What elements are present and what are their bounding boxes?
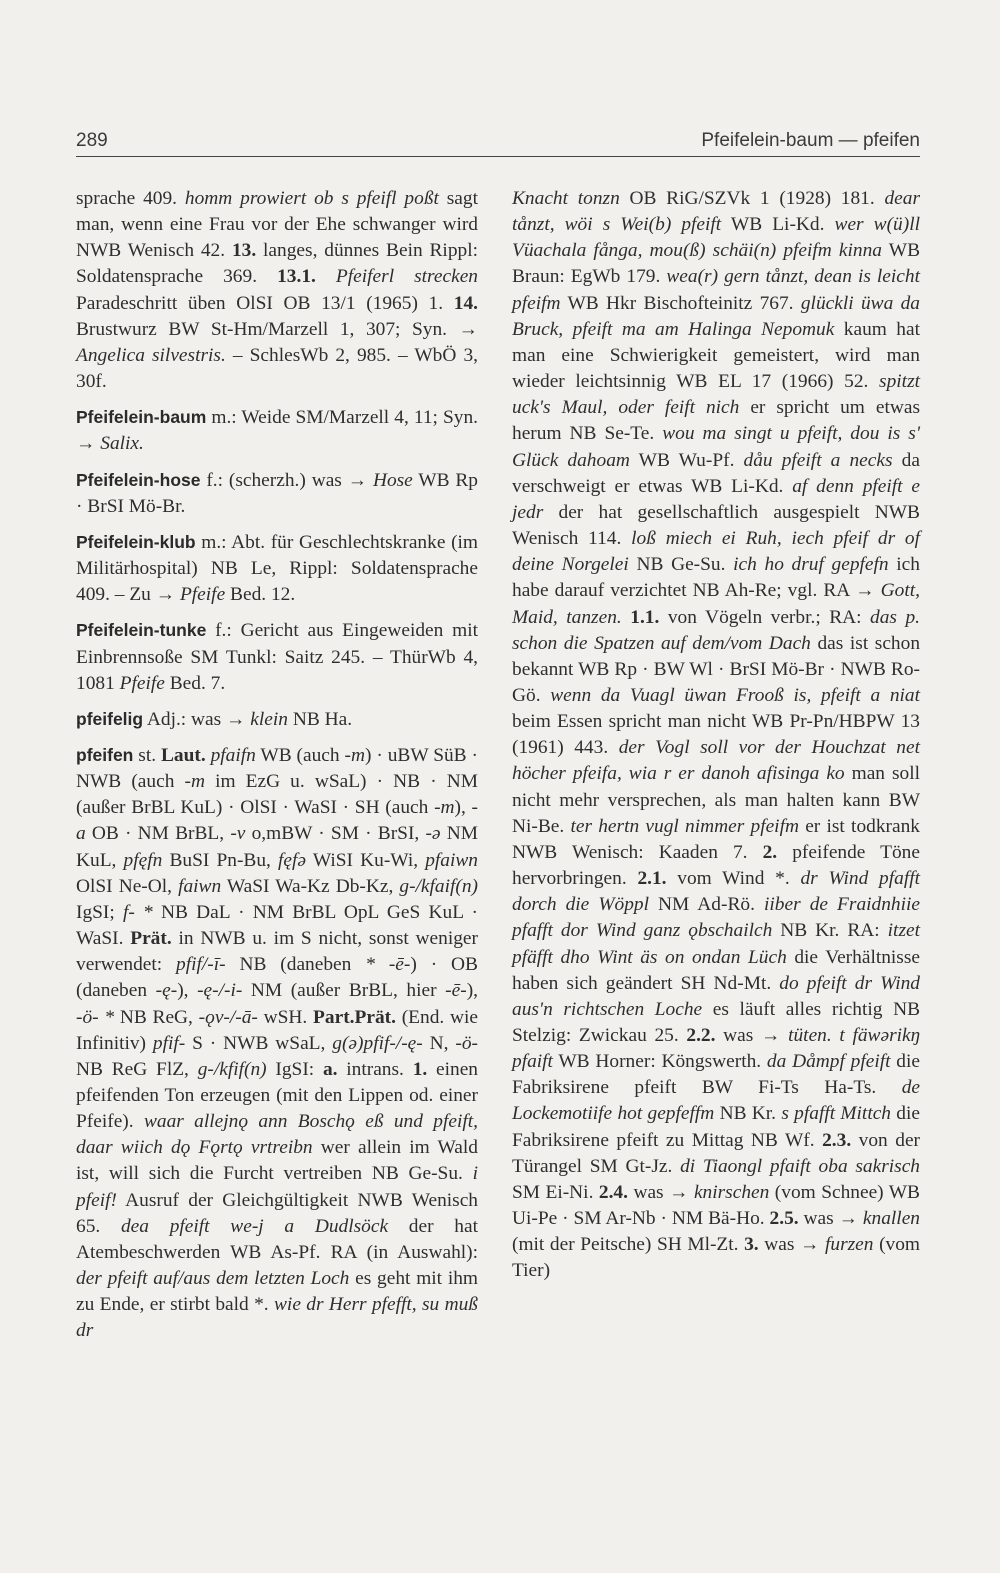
example-text: -a bbox=[76, 797, 479, 845]
entry-text: Brustwurz BW St-Hm/Marzell 1, 307; Syn. → bbox=[76, 318, 478, 340]
sense-number: 2.5. bbox=[769, 1208, 799, 1230]
example-text: pfif/-ī- bbox=[176, 954, 226, 976]
entry-text: N, bbox=[422, 1032, 456, 1054]
entry-text: was → bbox=[715, 1025, 789, 1046]
entry-text: der hat Atembeschwerden WB As-Pf. RA (in Auswahl): bbox=[76, 1215, 478, 1263]
entry-text: WB Rp · BrSI Mö-Br. bbox=[76, 469, 479, 517]
headword: Pfeifelein-baum bbox=[76, 407, 207, 428]
page-number: 289 bbox=[76, 130, 108, 151]
example-text: wea(r) gern tånzt, dean is leicht pfeifm bbox=[512, 266, 920, 314]
example-text: -ö- bbox=[455, 1032, 478, 1054]
headword: pfeifelig bbox=[76, 708, 144, 729]
sense-number: 3. bbox=[744, 1234, 759, 1256]
entry-text: NB (daneben bbox=[225, 954, 366, 976]
entry-text: er ist todkrank NWB Wenisch: Kaaden 7. bbox=[512, 815, 920, 863]
entry-text: Ausruf der Gleichgültigkeit NWB Wenisch 65. bbox=[76, 1189, 478, 1237]
entry-text: f.: (scherzh.) was → bbox=[200, 469, 373, 491]
example-text: fęfə bbox=[278, 849, 307, 871]
sense-number: 13. bbox=[231, 240, 257, 262]
entry-text: ) · OB (daneben bbox=[76, 954, 478, 1002]
example-text: loß miech ei Ruh, iech pfeif dr of deine Norgelei bbox=[512, 528, 921, 576]
example-text: wie dr Herr pfefft, su muß dr bbox=[76, 1294, 478, 1342]
entry-text: Adj.: was → bbox=[143, 708, 251, 730]
entry-text: pfeifende Töne hervorbringen. bbox=[512, 841, 920, 890]
entry-text: ) · uBW SüB · NWB (auch bbox=[76, 744, 478, 793]
example-text: pfęfn bbox=[123, 849, 163, 871]
sense-number: 1.1. bbox=[630, 606, 660, 628]
dictionary-entry bbox=[76, 529, 478, 608]
example-text: de Lockemotiife hot gepfeffm bbox=[512, 1077, 920, 1125]
sense-number: a. bbox=[322, 1058, 338, 1080]
example-text: spitzt uck's Maul, oder feift nich bbox=[512, 371, 920, 419]
entry-text: von Vögeln verbr.; RA: bbox=[659, 606, 871, 628]
example-text: pfaiwn bbox=[425, 849, 478, 871]
example-text: -m bbox=[184, 771, 205, 793]
example-text: Salix. bbox=[100, 433, 144, 455]
example-text: Gott, Maid, tanzen. bbox=[512, 580, 920, 628]
entry-text: OlSI Ne-Ol, bbox=[76, 875, 179, 897]
example-text: Angelica silvestris. bbox=[76, 344, 226, 366]
entry-text: SM Ei-Ni. bbox=[512, 1181, 599, 1203]
example-text: glückli üwa da Bruck, pfeift ma am Halinga Nepomuk bbox=[512, 292, 920, 340]
example-text: wenn da Vuagl üwan Frooß is, pfeift a niat bbox=[550, 684, 920, 706]
entry-text: einen pfeifenden Ton erzeugen (mit den Lippen od. einer Pfeife). bbox=[76, 1058, 479, 1133]
entry-text: IgSI; bbox=[76, 901, 123, 923]
entry-text: NM Ad-Rö. bbox=[648, 894, 764, 916]
example-text: -ö- * bbox=[76, 1006, 115, 1028]
entry-text: ), bbox=[454, 797, 472, 819]
example-text: dr Wind pfafft dorch die Wöppl bbox=[512, 868, 920, 916]
entry-text: kaum hat man eine Schwierigkeit gemeistert, wird man wieder leichtsinnig WB EL 17 (1966) 52. bbox=[512, 318, 920, 393]
example-text: homm prowiert ob s pfeifl poßt bbox=[184, 188, 439, 209]
entry-continuation bbox=[512, 186, 920, 1285]
entry-continuation bbox=[76, 186, 478, 395]
entry-text: f.: Gericht aus Eingeweiden mit Einbrennsoße SM Tunkl: Saitz 245. – ThürWb 4, 1081 bbox=[76, 620, 478, 694]
running-title: Pfeifelein-baum — pfeifen bbox=[701, 130, 920, 151]
sense-number: 2. bbox=[762, 841, 778, 863]
entry-text: WB (auch bbox=[255, 744, 345, 766]
dictionary-entry bbox=[76, 467, 478, 520]
example-text: ter hertn vugl nimmer pfeifm bbox=[570, 815, 799, 837]
example-text: -ę-/-i- bbox=[197, 980, 243, 1002]
example-text: ich ho druf gepfefn bbox=[733, 554, 889, 576]
example-text: f- * bbox=[123, 901, 153, 923]
example-text: dåu pfeift a necks bbox=[743, 449, 893, 471]
sense-number: Part.Prät. bbox=[313, 1006, 396, 1028]
entry-text: (vom Tier) bbox=[512, 1234, 920, 1282]
headword: Pfeifelein-klub bbox=[76, 531, 196, 552]
example-text: Pfeiferl strecken bbox=[335, 266, 478, 288]
sense-number: 2.4. bbox=[598, 1181, 628, 1203]
entry-text: NB Kr. bbox=[714, 1103, 782, 1125]
example-text: Pfeife bbox=[119, 672, 165, 694]
entry-text: WaSI Wa-Kz Db-Kz, bbox=[221, 875, 400, 897]
entry-text: st. bbox=[133, 744, 161, 766]
example-text: g-/kfif(n) bbox=[197, 1058, 267, 1080]
example-text: klein bbox=[250, 708, 288, 730]
entry-text: OB RiG/SZVk 1 (1928) 181. bbox=[619, 188, 885, 209]
headword: Pfeifelein-tunke bbox=[76, 620, 207, 641]
entry-text: von der Türangel SM Gt-Jz. bbox=[512, 1129, 921, 1177]
example-text: da Dåmpf pfeift bbox=[766, 1051, 891, 1073]
headword: Pfeifelein-hose bbox=[76, 469, 201, 490]
example-text: af denn pfeift e jedr bbox=[512, 475, 920, 523]
entry-text: was → bbox=[798, 1208, 863, 1230]
example-text: s pfafft Mittch bbox=[781, 1103, 892, 1125]
entry-text: WB Braun: EgWb 179. bbox=[512, 240, 920, 288]
entry-text: da verschweigt er etwas WB Li-Kd. bbox=[512, 449, 920, 497]
entry-text: WB Li-Kd. bbox=[721, 214, 835, 236]
entry-text: der hat gesellschaftlich ausgespielt NWB Wenisch 114. bbox=[512, 501, 920, 550]
sense-number: Prät. bbox=[130, 928, 172, 950]
entry-text: IgSI: bbox=[266, 1058, 323, 1080]
dictionary-entry bbox=[76, 706, 478, 733]
entry-text: die Fabriksirene pfeift zu Mittag NB Wf. bbox=[512, 1103, 920, 1151]
example-text: der Vogl soll vor der Houchzat net höcher pfeifa, wia r er danoh afisinga ko bbox=[512, 737, 920, 785]
entry-text: ich habe darauf verzichtet NB Ah-Re; vgl. RA → bbox=[512, 554, 920, 602]
example-text: Hose bbox=[372, 469, 413, 491]
entry-text: WB Horner: Köngswerth. bbox=[552, 1051, 767, 1073]
entry-text: (End. wie Infinitiv) bbox=[76, 1006, 479, 1054]
example-text: der pfeift auf/aus dem letzten Loch bbox=[76, 1268, 350, 1290]
entry-text: das ist schon bekannt WB Rp · BW Wl · BrSI Mö-Br · NWB Ro-Gö. bbox=[512, 632, 921, 706]
right-column bbox=[512, 186, 920, 1285]
example-text: knirschen bbox=[693, 1181, 770, 1203]
example-text: -v bbox=[230, 823, 246, 845]
example-text: -ē- bbox=[445, 980, 467, 1002]
example-text: iiber de Fraidnhiie pfafft dor Wind ganz ǫbschailch bbox=[512, 894, 921, 942]
example-text: -ə bbox=[425, 823, 441, 845]
entry-text: beim Essen spricht man nicht WB Pr-Pn/HBPW 13 (1961) 443. bbox=[512, 711, 920, 759]
entry-text: NB ReG, bbox=[114, 1006, 199, 1028]
entry-text: NB Kr. RA: bbox=[772, 920, 888, 942]
entry-text: (mit der Peitsche) SH Ml-Zt. bbox=[512, 1234, 745, 1256]
entry-text: wer allein im Wald ist, will sich die Furcht vertreiben NB Ge-Su. bbox=[76, 1137, 478, 1185]
entry-text: Bed. 12. bbox=[225, 584, 296, 606]
entry-text: was → bbox=[627, 1181, 694, 1203]
entry-text: was → bbox=[758, 1234, 825, 1256]
entry-text bbox=[622, 607, 631, 628]
example-text: di Tiaongl pfaift oba sakrisch bbox=[680, 1155, 920, 1177]
entry-text: S · NWB wSaL, bbox=[185, 1032, 333, 1054]
entry-text: wSH. bbox=[257, 1006, 314, 1028]
dictionary-entry bbox=[76, 404, 478, 457]
example-text: i pfeif! bbox=[76, 1163, 478, 1211]
sense-number: 2.3. bbox=[822, 1129, 852, 1151]
example-text: -m bbox=[434, 797, 455, 819]
entry-text: in NWB u. im S nicht, sonst weniger verwendet: bbox=[76, 928, 479, 976]
example-text: dea pfeift we-j a Dudlsöck bbox=[120, 1215, 389, 1237]
entry-text: BuSI Pn-Bu, bbox=[162, 849, 279, 871]
entry-text: WiSI Ku-Wi, bbox=[306, 849, 426, 871]
example-text: dear tånzt, wöi s Wei(b) pfeift bbox=[512, 188, 920, 236]
example-text: pfaifn bbox=[210, 744, 256, 766]
example-text: tüten. t fäwərikŋ pfaift bbox=[512, 1025, 920, 1073]
example-text: g(ə)pfif-/-ę- bbox=[332, 1032, 423, 1054]
example-text: faiwn bbox=[178, 875, 222, 897]
entry-text: intrans. bbox=[337, 1058, 413, 1080]
entry-text: NB ReG FlZ, bbox=[76, 1058, 198, 1080]
entry-text: – SchlesWb 2, 985. – WbÖ 3, 30f. bbox=[76, 344, 478, 393]
example-text: -m bbox=[344, 744, 365, 766]
entry-text: sagt man, wenn eine Frau vor der Ehe schwanger wird NWB Wenisch 42. bbox=[76, 188, 478, 262]
entry-text: er spricht um etwas herum NB Se-Te. bbox=[512, 397, 920, 445]
entry-text: NB Ha. bbox=[287, 708, 353, 730]
entry-text: WB Wu-Pf. bbox=[629, 449, 744, 471]
example-text: waar allejnǫ ann Boschǫ eß und pfeift, daar wiich dǫ Fǫrtǫ vrtreibn bbox=[76, 1111, 478, 1159]
entry-text: NB DaL · NM BrBL OpL GeS KuL · WaSI. bbox=[76, 901, 478, 950]
headword: pfeifen bbox=[76, 744, 134, 765]
sense-number: 2.2. bbox=[686, 1025, 716, 1046]
example-text: furzen bbox=[824, 1234, 874, 1256]
example-text: -ǫv-/-ā- bbox=[198, 1006, 258, 1028]
example-text: wou ma singt u pfeift, dou is s' Glück dahoam bbox=[512, 423, 920, 471]
entry-text: o,mBW · SM · BrSI, bbox=[245, 823, 426, 845]
entry-text: NM KuL, bbox=[76, 823, 478, 871]
entry-text: langes, dünnes Bein Rippl: Soldatensprache 369. bbox=[76, 240, 478, 288]
dictionary-entry bbox=[76, 617, 478, 696]
left-column bbox=[76, 186, 478, 1345]
example-text: -ę- bbox=[155, 980, 178, 1002]
entry-text: NB Ge-Su. bbox=[628, 554, 734, 576]
example-text: do pfeift dr Wind aus'n richtschen Loche bbox=[512, 972, 920, 1020]
sense-number: 14. bbox=[453, 292, 478, 314]
entry-text: sprache 409. bbox=[76, 188, 185, 209]
example-text: wer w(ü)ll Vüachala fånga, mou(ß) schäi(n) pfeifm kinna bbox=[512, 214, 920, 262]
sense-number: 1. bbox=[412, 1058, 428, 1080]
sense-number: Laut. bbox=[160, 744, 206, 766]
entry-text: m.: Abt. für Geschlechtskranke (im Militärhospital) NB Le, Rippl: Soldatensprache 409. – Zu → bbox=[76, 531, 478, 606]
running-head bbox=[76, 130, 920, 157]
example-text: pfif- bbox=[152, 1032, 186, 1054]
example-text: knallen bbox=[862, 1208, 920, 1230]
sense-number: 13.1. bbox=[277, 266, 316, 288]
example-text: Knacht tonzn bbox=[512, 188, 620, 209]
entry-text: OB · NM BrBL, bbox=[85, 823, 231, 845]
entry-text: vom Wind *. bbox=[666, 868, 801, 890]
example-text: das p. schon die Spatzen auf dem/vom Dach bbox=[512, 606, 920, 654]
example-text: * -ē- bbox=[365, 954, 411, 976]
entry-text: es läuft alles richtig NB Stelzig: Zwickau 25. bbox=[512, 998, 921, 1046]
entry-text: (vom Schnee) WB Ui-Pe · SM Ar-Nb · NM Bä-Ho. bbox=[512, 1181, 920, 1230]
entry-text bbox=[316, 266, 336, 287]
entry-text: ), bbox=[466, 980, 479, 1002]
entry-text: NM (außer BrBL, hier bbox=[242, 980, 446, 1002]
entry-text: die Fabriksirene pfeift BW Fi-Ts Ha-Ts. bbox=[512, 1051, 920, 1099]
example-text: Pfeife bbox=[179, 584, 226, 606]
entry-text: Bed. 7. bbox=[164, 672, 226, 694]
entry-text: ), bbox=[177, 980, 198, 1002]
entry-text: man soll nicht mehr versprechen, als man halten kann BW Ni-Be. bbox=[512, 763, 920, 837]
entry-text: Paradeschritt üben OlSI OB 13/1 (1965) 1. bbox=[76, 292, 454, 314]
example-text: g-/kfaif(n) bbox=[399, 875, 478, 897]
sense-number: 2.1. bbox=[637, 868, 667, 890]
dictionary-entry bbox=[76, 742, 478, 1345]
entry-text: es geht mit ihm zu Ende, er stirbt bald *. bbox=[76, 1268, 478, 1316]
entry-text: im EzG u. wSaL) · NB · NM (außer BrBL KuL) · OlSI · WaSI · SH (auch bbox=[76, 771, 478, 819]
example-text: itzet pfäfft dho Wint äs on ondan Lüch bbox=[512, 920, 920, 968]
entry-text: die Verhältnisse haben sich geändert SH Nd-Mt. bbox=[512, 946, 920, 994]
entry-text: m.: Weide SM/Marzell 4, 11; Syn. → bbox=[76, 407, 478, 455]
entry-text: WB Hkr Bischofteinitz 767. bbox=[560, 292, 801, 314]
